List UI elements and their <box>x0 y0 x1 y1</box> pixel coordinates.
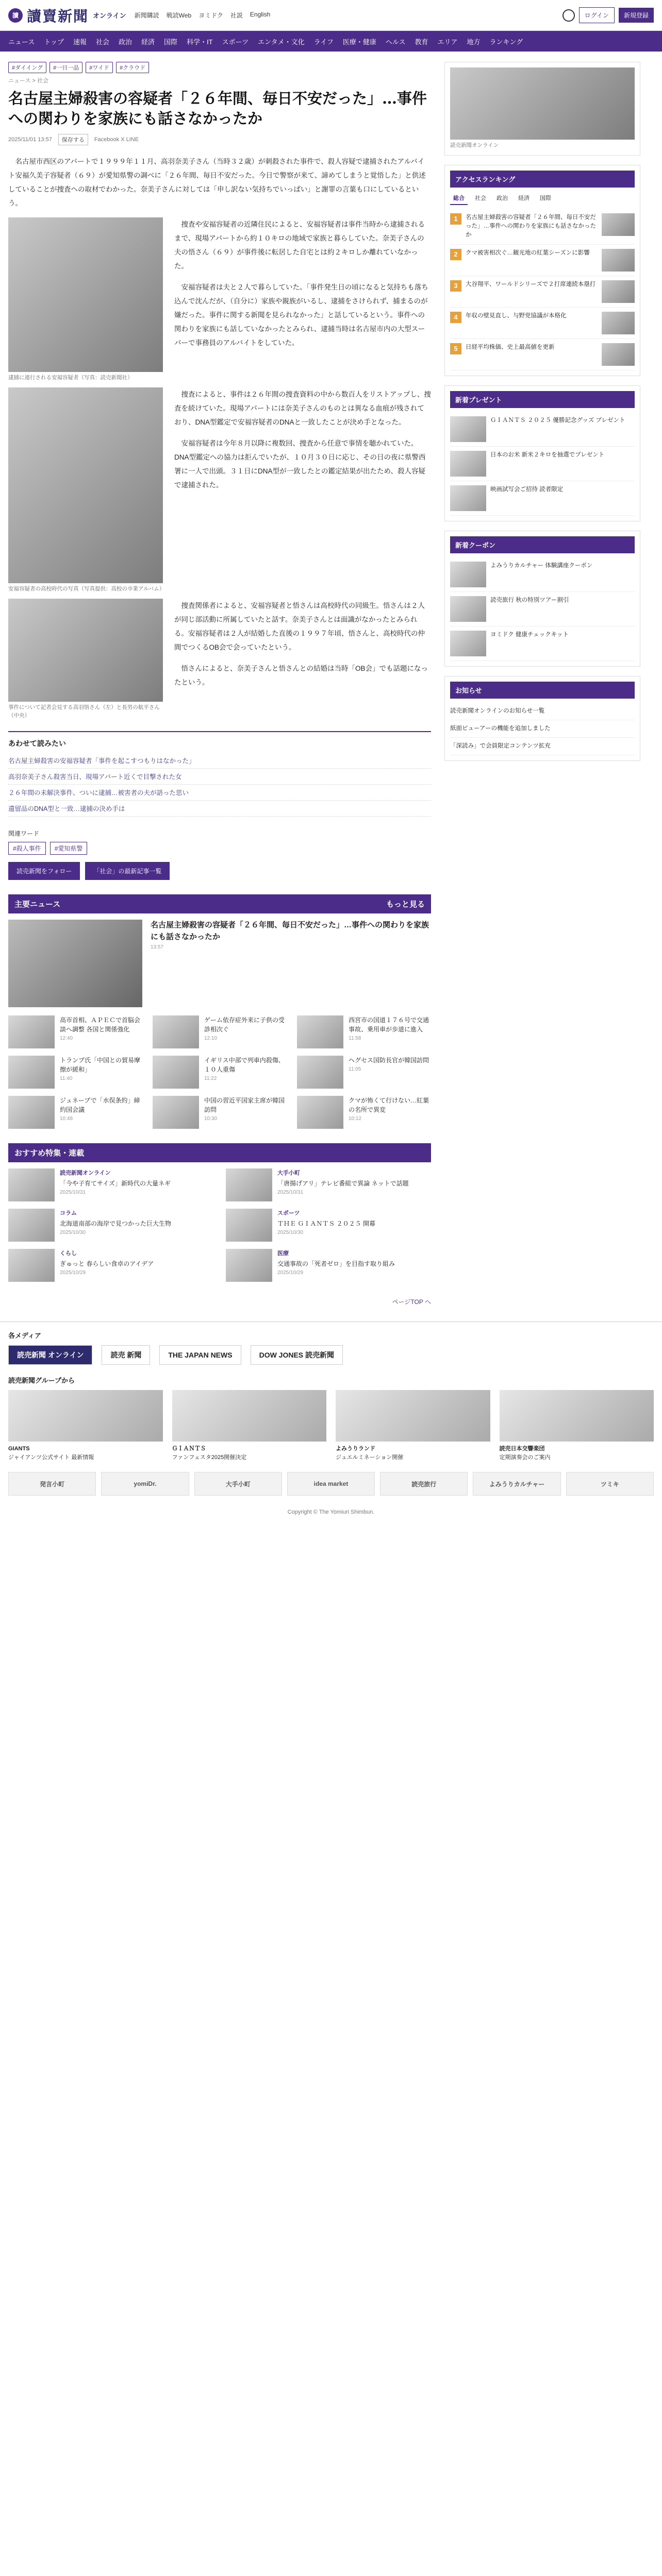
nav-item[interactable]: 科学・IT <box>187 38 213 46</box>
recommend-time: 2025/10/29 <box>60 1270 86 1276</box>
news-time: 10:48 <box>60 1116 73 1122</box>
present-thumbnail <box>450 451 486 477</box>
news-title: 西宮市の国道１７６号で交通事故、乗用車が歩道に進入 <box>349 1016 429 1033</box>
figure-block <box>8 599 431 720</box>
coupon-item[interactable] <box>450 592 635 626</box>
news-title: クマが怖くて行けない…紅葉の名所で異変 <box>349 1097 429 1114</box>
header-links <box>135 11 271 20</box>
figure-caption: 事件について記者会見する高羽悟さん（左）と長男の航平さん（中央） <box>8 704 160 719</box>
present-item[interactable] <box>450 447 635 481</box>
recommend-category: 医療 <box>277 1250 289 1257</box>
ranking-tab[interactable]: 政治 <box>496 195 508 201</box>
group-name: ＧＩＡＮＴＳ <box>172 1446 206 1452</box>
sidebar <box>444 62 640 1311</box>
article-body <box>8 155 431 720</box>
ranking-number: 4 <box>450 312 461 323</box>
news-thumbnail <box>153 1015 199 1048</box>
info-item[interactable]: 「深読み」で会員限定コンテンツ拡充 <box>450 738 635 755</box>
recommend-title: 「今や子育てサイズ」新時代の大量ネギ <box>60 1180 171 1188</box>
info-title: お知らせ <box>450 682 635 699</box>
related-list <box>8 753 431 817</box>
ranking-number: 5 <box>450 343 461 354</box>
ranking-tabs <box>450 192 635 205</box>
header-link[interactable]: 戦読Web <box>166 12 192 19</box>
keyword-tag[interactable]: #殺人事件 <box>8 842 46 855</box>
ranking-tab[interactable]: 社会 <box>475 195 486 201</box>
keyword-list <box>8 842 431 855</box>
media-logo[interactable]: DOW JONES 読売新聞 <box>251 1345 343 1365</box>
page-container <box>0 52 662 1311</box>
coupon-thumbnail <box>450 562 486 587</box>
news-title: ヘグセス国防長官が韓国訪問 <box>349 1057 429 1064</box>
figure <box>8 599 163 720</box>
site-logo-link[interactable]: 大手小町 <box>194 1472 282 1496</box>
coupon-title: 新着クーポン <box>450 536 635 553</box>
recommend-thumbnail <box>226 1209 272 1242</box>
recommend-time: 2025/10/31 <box>277 1190 304 1196</box>
present-text: ＧＩＡＮＴＳ ２０２５ 優勝記念グッズ プレゼント <box>490 417 625 423</box>
recommend-item[interactable] <box>226 1209 431 1242</box>
group-text: 定期演奏会のご案内 <box>499 1454 551 1461</box>
news-thumbnail <box>153 1096 199 1129</box>
present-item[interactable] <box>450 412 635 447</box>
present-title: 新着プレゼント <box>450 391 635 408</box>
ranking-tab[interactable]: 総合 <box>450 192 468 205</box>
lead-title: 名古屋主婦殺害の容疑者「２６年間、毎日不安だった」…事件への関わりを家族にも話さなかったか <box>151 921 429 941</box>
main-news-header <box>8 894 431 913</box>
suspect-photo[interactable] <box>8 217 163 372</box>
ranking-number: 1 <box>450 213 461 225</box>
nav-item[interactable]: 医療・健康 <box>342 38 376 46</box>
news-thumbnail <box>153 1056 199 1089</box>
header-link[interactable]: English <box>250 11 271 18</box>
coupon-text: 読売旅行 秋の特別ツアー割引 <box>490 597 569 603</box>
ranking-title-text: クマ被害相次ぐ…観光地の紅葉シーズンに影響 <box>466 249 590 256</box>
news-thumbnail <box>297 1096 343 1129</box>
ranking-tab[interactable]: 国際 <box>540 195 551 201</box>
recommend-item[interactable] <box>226 1168 431 1201</box>
figure <box>8 387 163 594</box>
recommend-category: 大手小町 <box>277 1170 300 1177</box>
news-item[interactable] <box>153 1056 287 1089</box>
news-time: 12:40 <box>60 1036 73 1042</box>
nav-item[interactable]: スポーツ <box>222 38 249 46</box>
news-item[interactable] <box>153 1015 287 1048</box>
group-thumbnail <box>172 1390 327 1442</box>
figure-caption: 安福容疑者の高校時代の写真（写真提供：高校の卒業アルバム） <box>8 586 165 592</box>
save-button[interactable]: 保存する <box>58 134 88 145</box>
ranking-title-text: 大谷翔平、ワールドシリーズで２打席連続本塁打 <box>466 281 596 287</box>
group-card[interactable] <box>336 1390 490 1462</box>
news-grid <box>8 1015 431 1129</box>
recommend-title: ＴＨＥ ＧＩＡＮＴＳ ２０２５ 開幕 <box>277 1220 376 1228</box>
site-logo-link[interactable]: 発言小町 <box>8 1472 96 1496</box>
login-button[interactable]: ログイン <box>579 7 615 23</box>
related-link[interactable]: 高羽奈美子さん殺害当日、現場アパート近くで目撃された女 <box>8 769 431 785</box>
figure-text <box>174 387 431 594</box>
figure-text <box>174 599 431 720</box>
site-title: 讀賣新聞 <box>27 7 89 25</box>
coupon-text: ヨミドク 健康チェックキット <box>490 631 569 638</box>
nav-item[interactable]: エリア <box>437 38 458 46</box>
site-logo-link[interactable]: yomiDr. <box>101 1472 189 1496</box>
group-card[interactable] <box>172 1390 327 1462</box>
ranking-item[interactable] <box>450 209 635 245</box>
recommend-thumbnail <box>8 1209 55 1242</box>
news-time: 11:05 <box>349 1066 361 1073</box>
nav-item[interactable]: ヘルス <box>385 38 406 46</box>
info-item[interactable]: 読売新聞オンラインのお知らせ一覧 <box>450 703 635 720</box>
figure <box>8 217 163 382</box>
yearbook-photo[interactable] <box>8 387 163 583</box>
group-card[interactable] <box>8 1390 163 1462</box>
nav-item[interactable]: 地方 <box>467 38 481 46</box>
keywords-title: 関連ワード <box>8 830 40 838</box>
header-link[interactable]: 新聞購読 <box>134 12 159 19</box>
news-item[interactable] <box>8 1015 142 1048</box>
news-time: 10:30 <box>204 1116 218 1122</box>
news-time: 12:10 <box>204 1036 218 1042</box>
recommend-category: くらし <box>60 1250 77 1257</box>
recommend-time: 2025/10/31 <box>60 1190 86 1196</box>
copyright: Copyright © The Yomiuri Shimbun. <box>287 1509 375 1516</box>
media-logos <box>8 1345 654 1365</box>
keyword-tag[interactable]: #愛知県警 <box>50 842 88 855</box>
recommend-item[interactable] <box>8 1168 213 1201</box>
topic-tag[interactable]: #ダイイング <box>8 62 46 73</box>
main-column <box>8 62 431 1311</box>
coupon-card <box>444 531 640 667</box>
group-name: GIANTS <box>8 1446 30 1452</box>
ranking-item[interactable] <box>450 276 635 308</box>
group-card[interactable] <box>500 1390 654 1462</box>
recommend-thumbnail <box>226 1168 272 1201</box>
news-item[interactable] <box>8 1056 142 1089</box>
present-card <box>444 385 640 521</box>
nav-item[interactable]: トップ <box>44 38 64 46</box>
nav-item[interactable]: 社会 <box>96 38 110 46</box>
follow-buttons <box>8 862 431 880</box>
coupon-thumbnail <box>450 631 486 656</box>
ranking-title-text: 日経平均株価、史上最高値を更新 <box>466 344 555 350</box>
ranking-thumbnail <box>602 312 635 334</box>
site-logos <box>8 1472 654 1496</box>
news-title: 高市首相、ＡＰＥＣで首脳会談へ調整 各国と関係強化 <box>60 1016 141 1033</box>
related-title: あわせて読みたい <box>8 739 66 748</box>
ranking-tab[interactable]: 経済 <box>518 195 529 201</box>
nav-item[interactable]: 政治 <box>119 38 133 46</box>
share-links[interactable]: Facebook X LINE <box>94 137 139 143</box>
figure-text <box>174 217 431 382</box>
keywords-section <box>8 829 431 855</box>
article-paragraph: 安福容疑者は今年８月以降に複数回、捜査から任意で事情を聴かれていた。DNA型鑑定への協力は拒んでいたが、１０月３０日に応じ、その日の夜に県警西署に一人で出頭。３１日にDNA型が一致したとの鑑定結果が出たため、殺人容疑で逮捕された。 <box>174 439 426 489</box>
article-paragraph: 安福容疑者は夫と２人で暮らしていた。「事件発生日の頃になると気持ちも落ち込んで沈んだが、（自分に）家族や親族がいるし、逮捕をさけられず、捕まるのが嫌だった。事件に関する新聞を見られなかった」と話しているという。事件への関わりを家族にも話していなかったとみられ、逮捕当時は名古屋市内の大型スーパーで事務員のアルバイトをしていた。 <box>174 283 428 347</box>
lead-thumbnail <box>8 920 142 1007</box>
site-logo-link[interactable]: ツミキ <box>566 1472 654 1496</box>
media-title: 各メディア <box>8 1332 41 1340</box>
ranking-number: 3 <box>450 280 461 292</box>
coupon-item[interactable] <box>450 557 635 592</box>
news-time: 11:22 <box>204 1076 217 1082</box>
info-card <box>444 676 640 761</box>
recommend-time: 2025/10/30 <box>277 1230 304 1236</box>
group-thumbnail <box>500 1390 654 1442</box>
recommend-thumbnail <box>8 1168 55 1201</box>
nav-item[interactable]: 教育 <box>415 38 428 46</box>
tag-row <box>8 62 431 73</box>
ranking-thumbnail <box>602 280 635 303</box>
recommend-item[interactable] <box>226 1249 431 1282</box>
related-link[interactable]: 遺留品のDNA型と一致…逮捕の決め手は <box>8 801 431 817</box>
breadcrumb[interactable]: ニュース > 社会 <box>8 78 48 84</box>
group-text: ファンフェスタ2025開催決定 <box>172 1454 247 1461</box>
present-thumbnail <box>450 485 486 511</box>
promo-banner <box>450 67 635 140</box>
ranking-thumbnail <box>602 249 635 272</box>
recommend-grid <box>8 1168 431 1282</box>
news-thumbnail <box>297 1015 343 1048</box>
header-link[interactable]: 社説 <box>230 12 243 19</box>
nav-item[interactable]: 国際 <box>164 38 178 46</box>
more-link[interactable]: もっと見る <box>386 900 425 909</box>
section-list-button[interactable]: 「社会」の最新記事一覧 <box>85 862 170 880</box>
news-title: ジュネーブで「水俣条約」締約国会議 <box>60 1097 140 1114</box>
header-actions <box>562 7 654 23</box>
article-paragraph: 悟さんによると、奈美子さんと悟さんとの結婚は当時「OB会」でも話題になったという。 <box>174 664 428 686</box>
ranking-card <box>444 165 640 376</box>
coupon-item[interactable] <box>450 626 635 661</box>
nav-item[interactable]: ニュース <box>8 38 35 46</box>
group-name: よみうりランド <box>336 1446 375 1452</box>
promo-title: 読売新聞オンライン <box>450 142 499 148</box>
figure-block <box>8 387 431 594</box>
present-item[interactable] <box>450 481 635 516</box>
present-text: 映画試写会ご招待 読者限定 <box>490 486 564 493</box>
site-logo[interactable] <box>8 5 126 26</box>
nav-item[interactable]: 速報 <box>73 38 87 46</box>
follow-button[interactable]: 読売新聞をフォロー <box>8 862 80 880</box>
news-thumbnail <box>8 1096 55 1129</box>
nav-item[interactable]: 経済 <box>141 38 155 46</box>
site-logo-link[interactable]: よみうりカルチャー <box>473 1472 560 1496</box>
figure-caption: 逮捕に連行される安福容疑者（写真：読売新聞社） <box>8 375 133 381</box>
related-link[interactable]: ２６年間の未解決事件、ついに逮捕…被害者の夫が語った思い <box>8 785 431 801</box>
topic-tag[interactable]: #クラウド <box>116 62 149 73</box>
article-meta <box>8 134 431 145</box>
group-thumbnail <box>8 1390 163 1442</box>
group-thumbnail <box>336 1390 490 1442</box>
ranking-title: アクセスランキング <box>450 171 635 188</box>
promo-card[interactable] <box>444 62 640 156</box>
group-name: 読売日本交響楽団 <box>499 1446 545 1452</box>
figure-block <box>8 217 431 382</box>
info-item[interactable]: 紙面ビューアーの機能を追加しました <box>450 720 635 738</box>
recommend-title: おすすめ特集・連載 <box>14 1149 85 1158</box>
news-title: ゲーム依存症外来に子供の受診相次ぐ <box>204 1016 285 1033</box>
group-grid <box>8 1390 654 1462</box>
ranking-item[interactable] <box>450 245 635 276</box>
article-date: 2025/11/01 13:57 <box>8 137 52 143</box>
related-articles <box>8 731 431 817</box>
nav-item[interactable]: ライフ <box>313 38 334 46</box>
site-logo-link[interactable]: 読売旅行 <box>380 1472 468 1496</box>
news-title: トランプ氏「中国との貿易摩擦が緩和」 <box>60 1057 141 1074</box>
recommend-thumbnail <box>226 1249 272 1282</box>
news-time: 10:12 <box>349 1116 362 1122</box>
recommend-item[interactable] <box>8 1249 213 1282</box>
recommend-category: コラム <box>60 1210 77 1217</box>
ranking-thumbnail <box>602 343 635 366</box>
site-subtitle: オンライン <box>93 12 126 20</box>
news-item[interactable] <box>153 1096 287 1129</box>
ranking-title-text: 名古屋主婦殺害の容疑者「２６年間、毎日不安だった」…事件への関わりを家族にも話さなかったか <box>466 214 596 239</box>
news-time: 11:58 <box>349 1036 361 1042</box>
site-logo-link[interactable]: idea market <box>287 1472 375 1496</box>
news-item[interactable] <box>297 1056 431 1089</box>
news-item[interactable] <box>297 1015 431 1048</box>
ranking-thumbnail <box>602 213 635 236</box>
main-news-title: 主要ニュース <box>14 900 61 909</box>
article-paragraph: 名古屋市西区のアパートで１９９９年１１月、高羽奈美子さん（当時３２歳）が刺殺された事件で、殺人容疑で逮捕されたアルバイト安福久美子容疑者（６９）が愛知県警の調べに「２６年間、毎日不安だった。今日で警察が来て、諦めてしまうと覚悟した」と供述していることが捜査への取材でわかった。奈美子さんに対しては「申し訳ない気持ちでいっぱい」と謝罪の言葉も口にしているという。 <box>8 158 426 208</box>
news-item[interactable] <box>8 1096 142 1129</box>
recommend-time: 2025/10/29 <box>277 1270 304 1276</box>
recommend-title: 北海道南部の海岸で見つかった巨大生物 <box>60 1220 172 1228</box>
ranking-item[interactable] <box>450 339 635 370</box>
top-header <box>0 0 662 31</box>
article-paragraph: 捜査や安福容疑者の近隣住民によると、安福容疑者は事件当時から逮捕されるまで、現場アパートから約１０キロの地域で家族と暮らしていた。奈美子さんの夫の悟さん（６９）が事件後に転居した自宅とは約２キロしか離れていなかった。 <box>174 221 425 270</box>
article-paragraph: 捜査によると、事件は２６年間の捜査資料の中から数百人をリストアップし、捜査を続けていた。現場アパートには奈美子さんのものとは異なる血痕が残されており、DNA型鑑定で安福容疑者のDNAと一致したことが決め手となった。 <box>174 391 431 427</box>
news-time: 11:40 <box>60 1076 73 1082</box>
recommend-header <box>8 1143 431 1162</box>
recommend-title: ぎゅっと 春らしい食卓のアイデア <box>60 1260 154 1268</box>
nav-item[interactable]: エンタメ・文化 <box>258 38 305 46</box>
main-nav <box>0 31 662 52</box>
coupon-text: よみうりカルチャー 体験講座クーポン <box>490 562 593 569</box>
logo-mark-icon: 讀 <box>8 8 23 23</box>
lead-text <box>151 920 431 1007</box>
media-logo[interactable]: THE JAPAN NEWS <box>159 1345 241 1365</box>
media-logo[interactable]: 読売新聞 オンライン <box>8 1345 92 1365</box>
ranking-number: 2 <box>450 249 461 260</box>
group-text: ジャイアンツ公式サイト 最新情報 <box>8 1454 94 1461</box>
recommend-title: 「唐揚げアリ」テレビ番組で異論 ネットで話題 <box>277 1180 409 1188</box>
related-link[interactable]: 名古屋主婦殺害の安福容疑者「事件を起こすつもりはなかった」 <box>8 753 431 769</box>
news-title: イギリス中部で列車内殺傷、１０人重傷 <box>204 1057 285 1074</box>
article-title: 名古屋主婦殺害の容疑者「２６年間、毎日不安だった」…事件への関わりを家族にも話さなかったか <box>8 90 427 128</box>
lead-story[interactable] <box>8 920 431 1007</box>
present-thumbnail <box>450 416 486 442</box>
press-conference-photo[interactable] <box>8 599 163 702</box>
recommend-category: 読売新聞オンライン <box>60 1170 111 1177</box>
recommend-category: スポーツ <box>277 1210 300 1217</box>
news-item[interactable] <box>297 1096 431 1129</box>
topic-tag[interactable]: #ワイド <box>86 62 113 73</box>
recommend-item[interactable] <box>8 1209 213 1242</box>
recommend-time: 2025/10/30 <box>60 1230 86 1236</box>
coupon-thumbnail <box>450 596 486 622</box>
recommend-thumbnail <box>8 1249 55 1282</box>
search-icon[interactable] <box>562 9 575 22</box>
news-thumbnail <box>8 1015 55 1048</box>
ranking-item[interactable] <box>450 308 635 339</box>
article-paragraph: 捜査関係者によると、安福容疑者と悟さんは高校時代の同級生。悟さんは２人が同じ部活動に所属していたと話す。奈美子さんとは面識がなかったとみられる。安福容疑者は２人が結婚した直後の１９９７年頃、悟さんと、高校時代の仲間でつくるOB会で会っていたという。 <box>174 601 425 651</box>
nav-item[interactable]: ランキング <box>489 38 523 46</box>
lead-time: 13:57 <box>151 944 164 951</box>
subscribe-button[interactable]: 新規登録 <box>619 8 654 23</box>
header-link[interactable]: ヨミドク <box>198 12 223 19</box>
ranking-title-text: 年収の壁見直し、与野党協議が本格化 <box>466 312 567 319</box>
footer <box>0 1321 662 1537</box>
recommend-title: 交通事故の「死者ゼロ」を目指す取り組み <box>277 1260 395 1268</box>
topic-tag[interactable]: #一日一品 <box>49 62 82 73</box>
media-logo[interactable]: 読売 新聞 <box>102 1345 150 1365</box>
news-title: 中国の習近平国家主席が韓国訪問 <box>204 1097 285 1114</box>
present-text: 日本のお米 新米２キロを抽選でプレゼント <box>490 451 605 458</box>
news-thumbnail <box>297 1056 343 1089</box>
group-title: 読売新聞グループから <box>8 1377 75 1385</box>
news-thumbnail <box>8 1056 55 1089</box>
group-text: ジュエルミネーション開催 <box>336 1454 404 1461</box>
pagetop-link[interactable]: ページTOP へ <box>392 1298 431 1306</box>
